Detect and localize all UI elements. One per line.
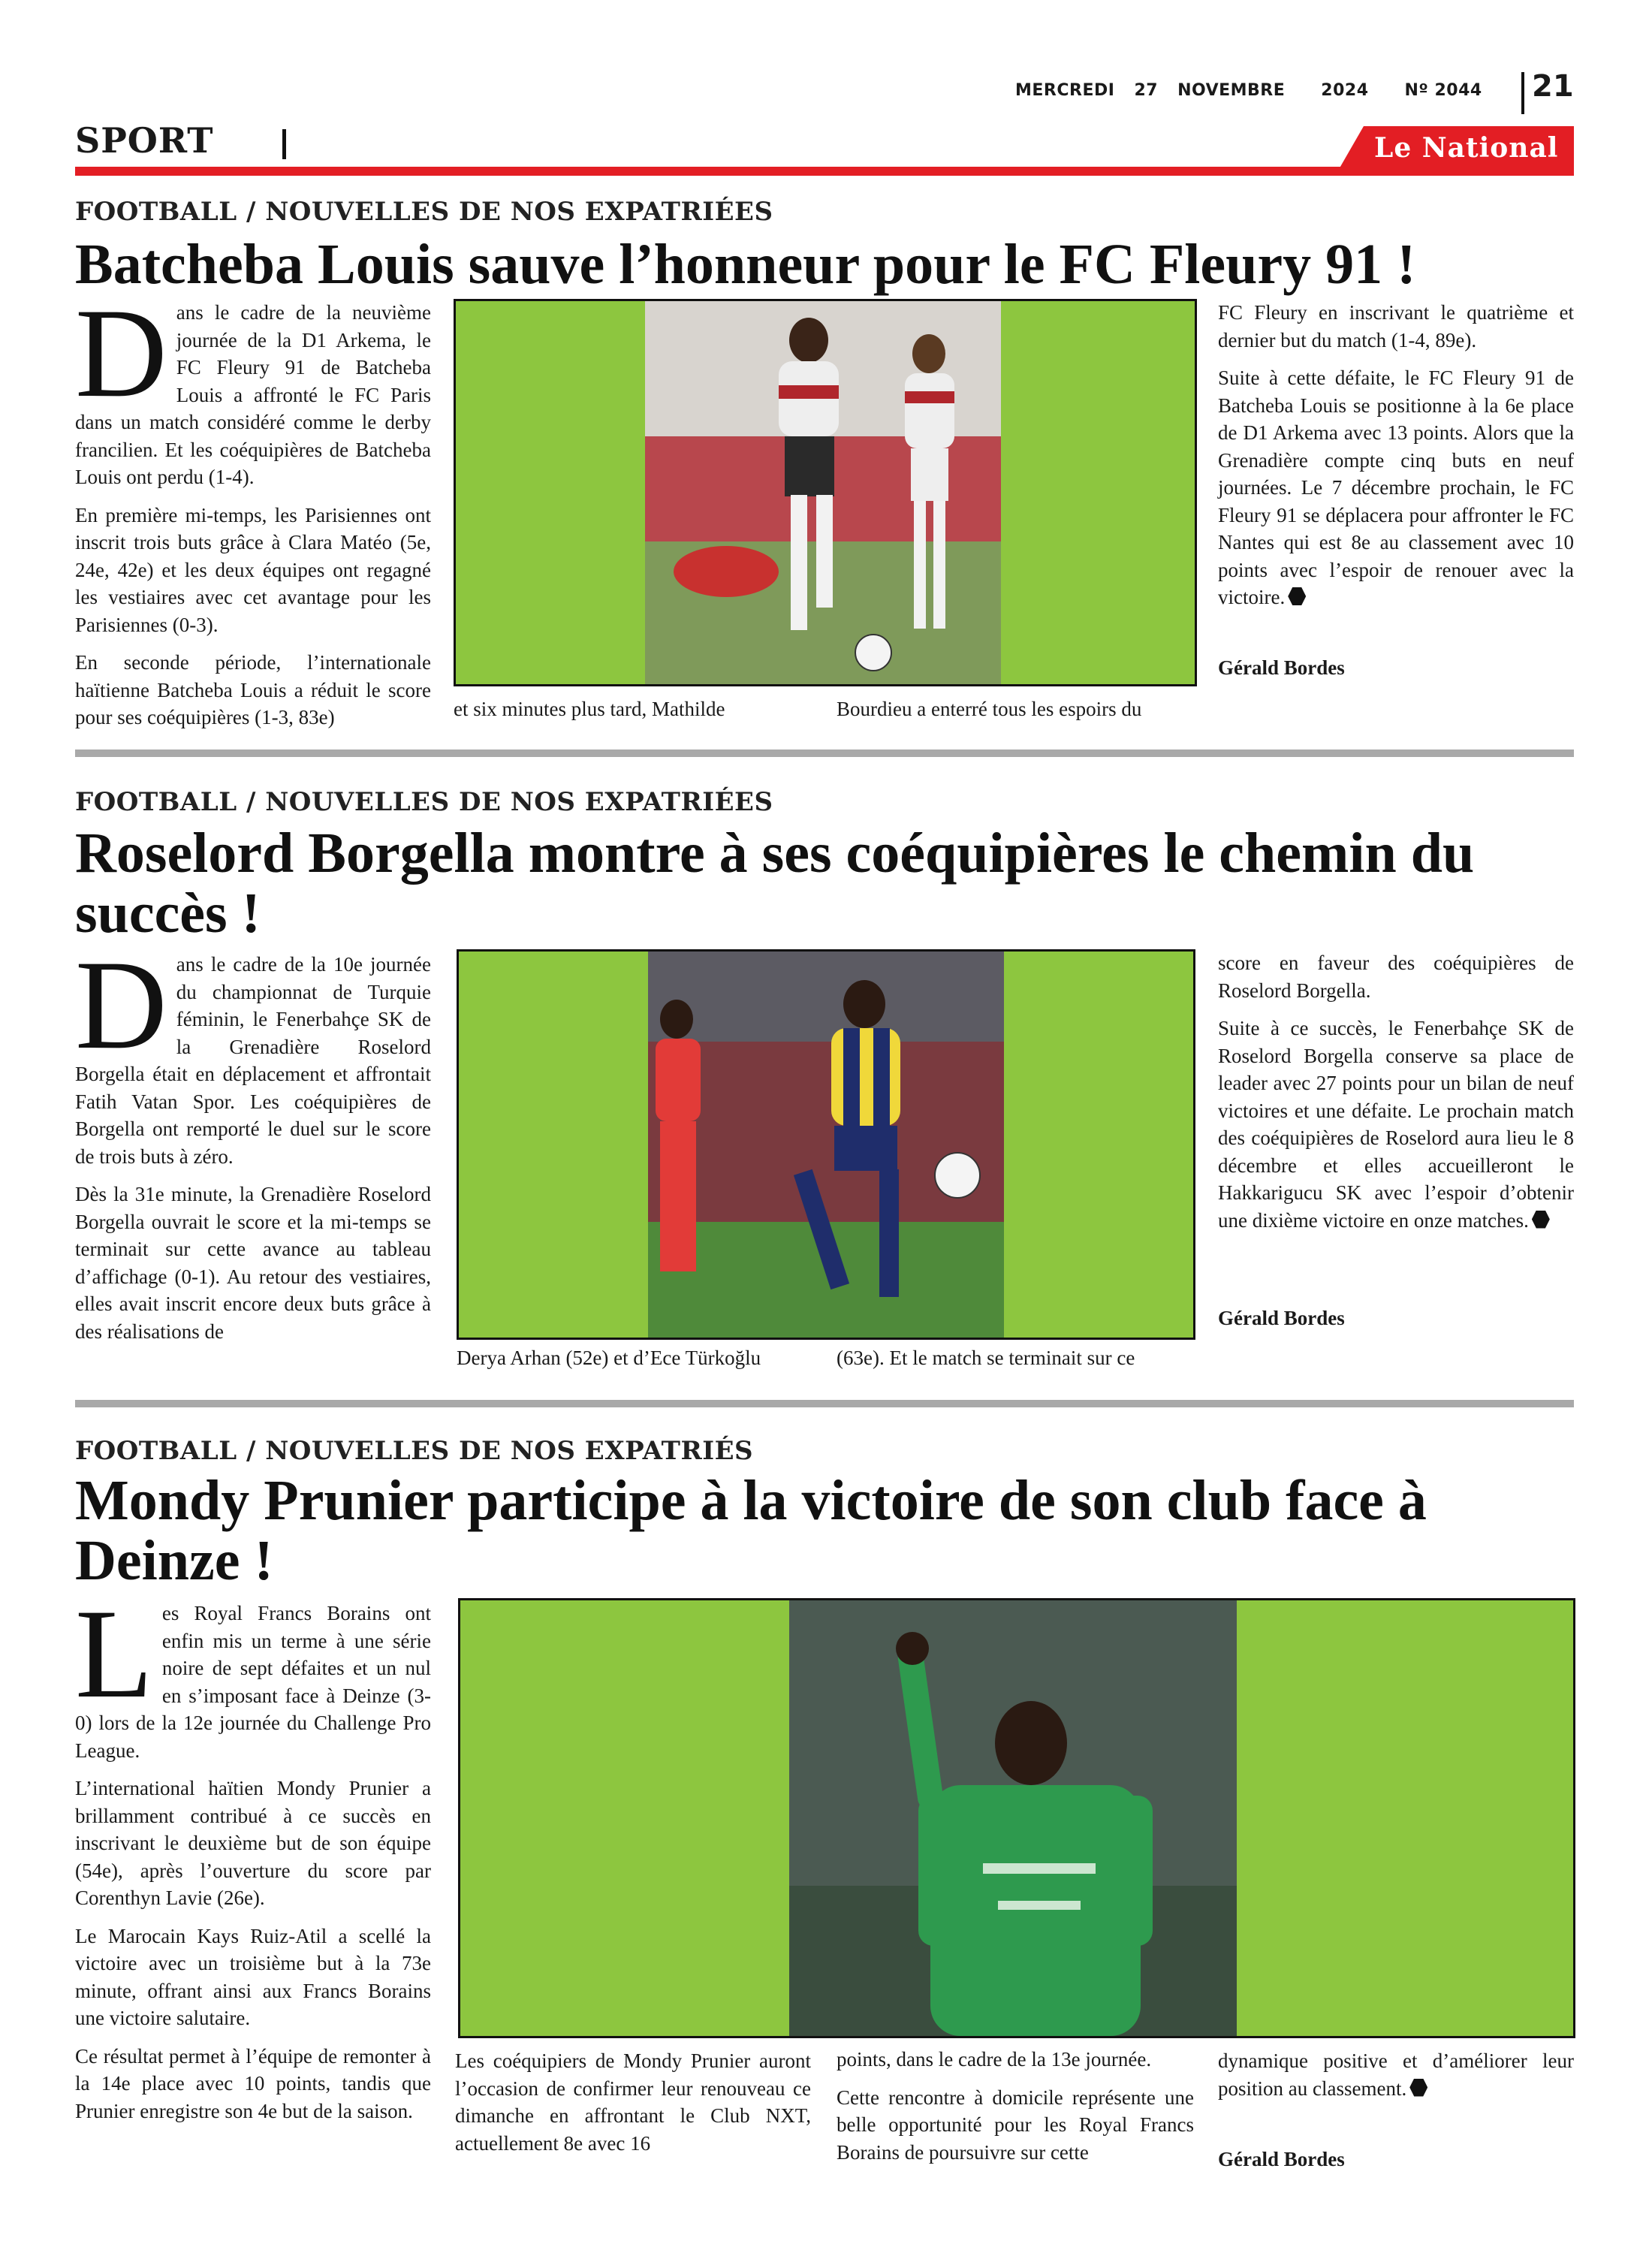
article-3-col-2 <box>455 2047 811 2167</box>
article-2-col-3 <box>837 1344 1197 1383</box>
header-date: 27 <box>1134 81 1159 100</box>
article-2-dropcap: D <box>75 934 167 1075</box>
end-of-article-icon <box>1532 1211 1550 1229</box>
article-2-para-4: Suite à ce succès, le Fenerbahçe SK de Roselord Borgella conserve sa place de leader avec 27 points pour un bilan de neuf victoires et une défaite. Le prochain match des coéquipières de Roselord aura lieu le 8 décembre et elles accueilleront le Hakkarigucu SK avec l’espoir d’obtenir une dixième victoire en onze matches. <box>1218 1017 1574 1232</box>
article-3-col-3 <box>837 2046 1194 2176</box>
article-1-para-5: Suite à cette défaite, le FC Fleury 91 de Batcheba Louis se positionne à la 6e place de D1 Arkema avec 13 points. Alors que la Grenadière compte cinq buts en neuf journées. Le 7 décembre prochain, le FC Fleury 91 se déplacera pour affronter le FC Nantes qui est 8e au classement avec 10 points avec l’espoir de renouer avec la victoire. <box>1218 366 1574 608</box>
section-title: SPORT <box>75 120 214 161</box>
article-1-dropcap: D <box>75 282 167 424</box>
article-1-para-4: FC Fleury en inscrivant le quatrième et dernier but du match (1-4, 89e). <box>1218 301 1574 351</box>
article-separator-1 <box>75 749 1574 757</box>
article-2-col-4 <box>1218 949 1574 1244</box>
header-year: 2024 <box>1321 81 1369 100</box>
article-1-para-3: En seconde période, l’internationale haïtienne Batcheba Louis a réduit le score pour ses coéquipières (1-3, 83e) <box>75 651 431 728</box>
article-2-col-3-text: (63e). Et le match se terminait sur ce <box>837 1347 1135 1369</box>
article-3-kicker: FOOTBALL / NOUVELLES DE NOS EXPATRIÉS <box>75 1436 754 1466</box>
header-issue: Nº 2044 <box>1404 81 1482 100</box>
article-1-title: Batcheba Louis sauve l’honneur pour le FC Fleury 91 ! <box>75 233 1416 296</box>
article-3-para-3: Le Marocain Kays Ruiz-Atil a scellé la victoire avec un troisième but à la 73e minute, offrant ainsi aux Francs Borains une victoire salutaire. <box>75 1924 431 2029</box>
end-of-article-icon <box>1409 2079 1427 2097</box>
header-month: NOVEMBRE <box>1177 81 1286 100</box>
article-3-photo <box>458 1598 1575 2038</box>
brand-name: Le National <box>1374 132 1559 164</box>
article-3-para-7: dynamique positive et d’améliorer leur position au classement. <box>1218 2049 1574 2100</box>
article-1-col-4 <box>1218 299 1574 622</box>
article-3-para-4: Ce résultat permet à l’équipe de remonter à la 14e place avec 10 points, tandis que Prunier enregistre son 4e but de la saison. <box>75 2044 431 2122</box>
page-number: 21 <box>1532 69 1574 104</box>
article-2-para-1: ans le cadre de la 10e journée du championnat de Turquie féminin, le Fenerbahçe SK de la Grenadière Roselord Borgella était en déplacement et affrontait Fatih Vatan Spor. Les coéquipières de Borgella ont remporté le duel sur le score de trois buts à zéro. <box>75 953 431 1168</box>
article-1-col-1 <box>75 282 431 742</box>
article-3-col-4 <box>1218 2047 1574 2113</box>
article-3-para-1: es Royal Francs Borains ont enfin mis un terme à une série noire de sept défaites et un nul en s’imposant face à Deinze (3-0) lors de la 12e journée du Challenge Pro League. <box>75 1602 431 1762</box>
article-2-photo <box>457 949 1195 1340</box>
article-1-author: Gérald Bordes <box>1218 656 1345 679</box>
article-1-para-1: ans le cadre de la neuvième journée de la D1 Arkema, le FC Fleury 91 de Batcheba Louis a affronté le FC Paris dans un match considéré comme le derby francilien. Et les coéquipières de Batcheba Louis ont perdu (1-4). <box>75 301 431 488</box>
article-3-para-5: points, dans le cadre de la 13e journée. <box>837 2048 1152 2071</box>
article-3-author: Gérald Bordes <box>1218 2148 1345 2170</box>
article-2-para-3: score en faveur des coéquipières de Roselord Borgella. <box>1218 952 1574 1002</box>
article-2-title: Roselord Borgella montre à ses coéquipières le chemin du succès ! <box>75 822 1475 945</box>
article-1-col-3-text: Bourdieu a enterré tous les espoirs du <box>837 698 1142 720</box>
end-of-article-icon <box>1288 587 1306 605</box>
article-separator-2 <box>75 1400 1574 1407</box>
article-3-dropcap: L <box>75 1583 153 1724</box>
article-3-para-6: Cette rencontre à domicile représente une belle opportunité pour les Royal Francs Borains de poursuivre sur cette <box>837 2086 1194 2164</box>
section-divider <box>282 129 286 159</box>
article-2-kicker: FOOTBALL / NOUVELLES DE NOS EXPATRIÉES <box>75 787 773 817</box>
article-3-col-1 <box>75 1583 431 2135</box>
header-day: MERCREDI <box>1015 81 1115 100</box>
article-2-para-2: Dès la 31e minute, la Grenadière Roselord Borgella ouvrait le score et la mi-temps se terminait sur cette avance au tableau d’affichage (0-1). Au retour des vestiaires, elles avait inscrit encore deux buts grâce à des réalisations de <box>75 1183 431 1343</box>
article-1-col-2 <box>454 695 811 734</box>
article-1-kicker: FOOTBALL / NOUVELLES DE NOS EXPATRIÉES <box>75 197 773 227</box>
article-1-photo <box>454 299 1197 686</box>
page-number-divider <box>1521 72 1524 114</box>
article-2-author: Gérald Bordes <box>1218 1307 1345 1329</box>
article-2-col-2 <box>457 1344 820 1383</box>
article-3-para-2: L’international haïtien Mondy Prunier a brillamment contribué à ce succès en inscrivant le deuxième but de son équipe (54e), après l’ouverture du score par Corenthyn Lavie (26e). <box>75 1777 431 1909</box>
article-1-para-2: En première mi-temps, les Parisiennes ont inscrit trois buts grâce à Clara Matéo (5e, 24e, 42e) et les deux équipes ont regagné les vestiaires avec cet avantage pour les Parisiennes (0-3). <box>75 503 431 636</box>
header-dateline <box>1015 81 1518 100</box>
article-1-col-2-text: et six minutes plus tard, Mathilde <box>454 698 725 720</box>
article-2-col-1 <box>75 934 431 1356</box>
article-2-col-2-text: Derya Arhan (52e) et d’Ece Türkoğlu <box>457 1347 761 1369</box>
article-3-col-2-text: Les coéquipiers de Mondy Prunier auront l’occasion de confirmer leur renouveau ce dimanche en affrontant le Club NXT, actuellement 8e avec 16 <box>455 2049 811 2155</box>
article-1-col-3 <box>837 695 1197 734</box>
article-3-title: Mondy Prunier participe à la victoire de son club face à Deinze ! <box>75 1469 1427 1592</box>
